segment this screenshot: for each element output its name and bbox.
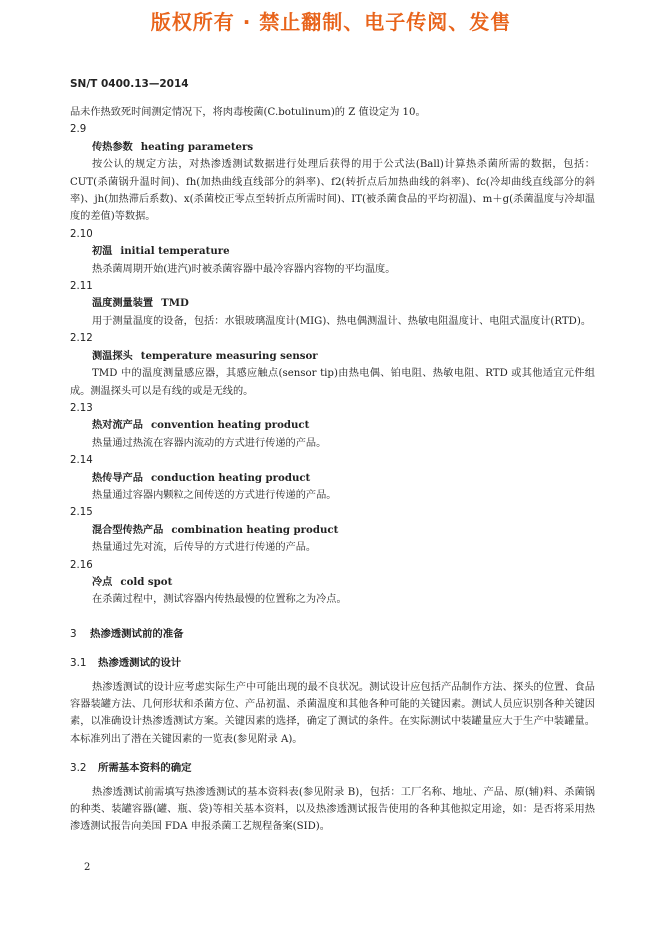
- entry-2-10: [70, 226, 595, 278]
- section-3-1-heading: 3.1 热渗透测试的设计: [70, 657, 182, 670]
- clause-number: 2.11: [70, 281, 93, 293]
- entry-2-16: [70, 557, 595, 609]
- clause-number: 2.12: [70, 333, 93, 345]
- clause-number: 2.14: [70, 455, 93, 467]
- document-body: [70, 104, 595, 836]
- term-definition: 热量通过容器内颗粒之间传送的方式进行传递的产品。: [92, 489, 337, 501]
- entry-2-14: [70, 452, 595, 504]
- clause-number: 2.10: [70, 228, 93, 240]
- term-definition: TMD 中的温度测量感应器，其感应触点(sensor tip)由热电偶、铂电阻、热敏电阻、RTD 或其他适宜元件组成。测温探头可以是有线的或是无线的。: [70, 368, 595, 397]
- term-title: 初温 initial temperature: [92, 245, 230, 258]
- term-title: 热对流产品 convention heating product: [92, 419, 310, 432]
- term-definition: 热量通过热流在容器内流动的方式进行传递的产品。: [92, 437, 327, 449]
- term-definition: 按公认的规定方法，对热渗透测试数据进行处理后获得的用于公式法(Ball)计算热杀菌所需的数据，包括：CUT(杀菌锅升温时间)、fh(加热曲线直线部分的斜率)、f2(转折点后加热曲线的斜率)、fc(冷却曲线直线部分的斜率)、jh(加热滞后系数)、x(杀菌校正零点至转折点所需时间)、IT(被杀菌食品的平均初温)、m＋g(杀菌温度与冷却温度的差值)等数据。: [70, 159, 595, 223]
- term-title: 测温探头 temperature measuring sensor: [92, 349, 318, 362]
- term-title: 混合型传热产品 combination heating product: [92, 523, 339, 536]
- section-3-1-body: 热渗透测试的设计应考虑实际生产中可能出现的最不良状况。测试设计应包括产品制作方法、探头的位置、食品容器装罐方法、几何形状和杀菌方位、产品初温、杀菌温度和其他各种可能的关键因素。测试人员应识别各种关键因素，以准确设计热渗透测试方案。关键因素的选择，确定了测试的条件。在实际测试中装罐量应大于生产中装罐量。本标准列出了潜在关键因素的一览表(参见附录 A)。: [70, 681, 595, 745]
- clause-number: 2.9: [70, 124, 87, 136]
- entry-2-9: [70, 121, 595, 225]
- entry-2-11: [70, 278, 595, 330]
- section-3-heading: 3 热渗透测试前的准备: [70, 627, 184, 640]
- section-3-2-heading: 3.2 所需基本资料的确定: [70, 762, 192, 775]
- clause-number: 2.15: [70, 507, 93, 519]
- entry-2-15: [70, 504, 595, 556]
- entry-2-13: [70, 400, 595, 452]
- section-3-2-body: 热渗透测试前需填写热渗透测试的基本资料表(参见附录 B)，包括：工厂名称、地址、产品、原(辅)料、杀菌锅的种类、装罐容器(罐、瓶、袋)等相关基本资料，以及热渗透测试报告使用的各种其他拟定用途，如：是否将采用热渗透测试报告向美国 FDA 申报杀菌工艺规程备案(SID)。: [70, 786, 595, 833]
- copyright-watermark: 版权所有 · 禁止翻制、电子传阅、发售: [150, 10, 512, 34]
- entry-2-12: [70, 330, 595, 400]
- intro-line: 品未作热致死时间测定情况下，将肉毒梭菌(C.botulinum)的 Z 值设定为 10。: [70, 107, 426, 118]
- term-title: 冷点 cold spot: [92, 575, 173, 588]
- clause-number: 2.13: [70, 402, 93, 414]
- term-title: 传热参数 heating parameters: [92, 140, 254, 153]
- term-title: 温度测量装置 TMD: [92, 297, 189, 310]
- term-definition: 用于测量温度的设备，包括：水银玻璃温度计(MIG)、热电偶测温计、热敏电阻温度计、电阻式温度计(RTD)。: [92, 315, 592, 327]
- term-definition: 热杀菌周期开始(进汽)时被杀菌容器中最冷容器内容物的平均温度。: [92, 263, 396, 275]
- term-title: 热传导产品 conduction heating product: [92, 471, 311, 484]
- standard-code: SN/T 0400.13—2014: [70, 78, 189, 90]
- page-number: 2: [84, 862, 91, 873]
- term-definition: 热量通过先对流，后传导的方式进行传递的产品。: [92, 542, 317, 554]
- term-definition: 在杀菌过程中，测试容器内传热最慢的位置称之为冷点。: [92, 594, 347, 606]
- clause-number: 2.16: [70, 559, 93, 571]
